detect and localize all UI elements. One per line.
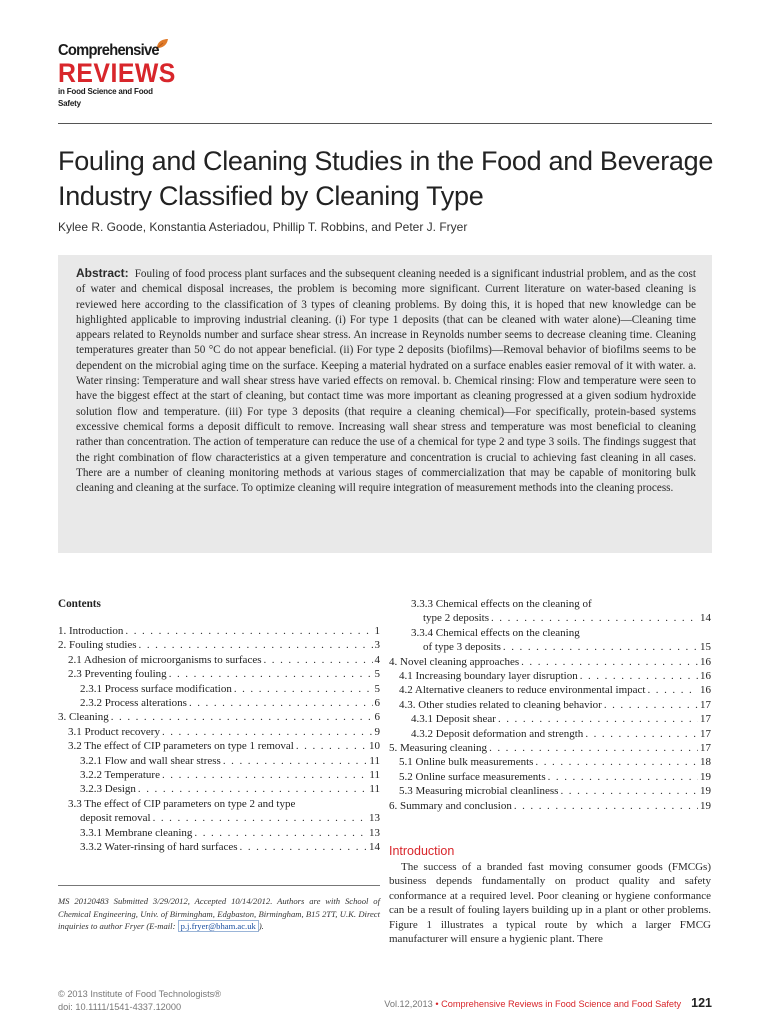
header-rule [58, 123, 712, 124]
toc-entry-page: 19 [700, 799, 711, 812]
footer-bullet: • [435, 999, 439, 1009]
toc-leader-dots [489, 741, 698, 755]
abstract-text: Fouling of food process plant surfaces and the subsequent cleaning needed is a significant industrial problem, and as the cost of water and chemical disposal increases, the problem is becoming more significant. Current literature on water-based cleaning is reviewed here according to the classification of 3 types of cleaning problems. By doing this, it is hoped that new knowledge can be highlighted applicable to improving industrial cleaning. (i) For type 1 deposits (that can be cleaned with water alone)—Cleaning time appears related to Reynolds number and surface shear stress. An increase in Reynolds number seems to decrease cleaning time. Cleaning temperatures greater than 50 °C do not appear beneficial. (ii) For type 2 deposits (biofilms)—Removal behavior of biofilms seems to be dependent on the microbial aging time on the surface. Keeping a material hydrated on a surface enables easier removal of it with water. a. Water rinsing: Temperature and wall shear stress have varied effects on removal. b. Chemical rinsing: Flow and temperature were seen to have the biggest effect at the start of cleaning, but contact time was more important as cleaning progressed at a given sodium hydroxide solution flow and temperature. (iii) For type 3 deposits (that require a cleaning chemical)—For specifically, protein-based systems excessive chemical forms a deposit difficult to remove. Increasing wall shear stress and temperature was most beneficial to cleaning rather than concentration. The action of temperature can reduce the use of a chemical for type 2 and type 3 soils. The findings suggest that the right combination of flow characteristics at a given temperature and concentration is crucial to achieving fast cleaning in all cases. There are a number of cleaning monitoring methods at various stages of commercialization that may be capable of monitoring bulk cleaning and cleaning at the surface. To optimize cleaning will require integration of measurement methods into the cleaning process. [76, 268, 696, 495]
toc-entry[interactable] [389, 669, 711, 683]
toc-entry[interactable] [58, 682, 380, 696]
toc-entry-page: 4 [374, 653, 380, 666]
footer-journal: Comprehensive Reviews in Food Science and Food Safety [441, 999, 682, 1009]
journal-logo [58, 42, 176, 110]
toc-entry-page: 16 [700, 684, 711, 697]
footnote [58, 895, 380, 933]
toc-entry[interactable] [58, 739, 380, 753]
toc-entry[interactable] [58, 710, 380, 724]
toc-entry[interactable] [389, 698, 711, 712]
toc-entry-title: 3.2.3 Design [80, 783, 136, 796]
toc-leader-dots [162, 768, 367, 782]
toc-entry-title: 3.3.2 Water-rinsing of hard surfaces [80, 841, 238, 854]
copyright-text: © 2013 Institute of Food Technologists® [58, 989, 222, 999]
doi-text: doi: 10.1111/1541-4337.12000 [58, 1002, 182, 1012]
toc-entry-title: 4.3.1 Deposit shear [411, 713, 496, 726]
toc-entry-page: 19 [700, 785, 711, 798]
toc-entry[interactable] [389, 640, 711, 654]
toc-entry[interactable] [389, 655, 711, 669]
toc-entry[interactable] [389, 683, 711, 697]
toc-entry-title: 3.2.2 Temperature [80, 769, 160, 782]
toc-right-column [389, 597, 711, 813]
toc-entry-page: 17 [700, 698, 711, 711]
toc-entry-title: 3.3.4 Chemical effects on the cleaning [411, 626, 580, 639]
toc-leader-dots [264, 653, 373, 667]
toc-entry-title: 4.2 Alternative cleaners to reduce environmental impact [399, 684, 646, 697]
toc-entry-page: 11 [369, 754, 380, 767]
toc-entry-title: 2.3.2 Process alterations [80, 697, 187, 710]
toc-entry-page: 16 [700, 670, 711, 683]
toc-entry-title: 1. Introduction [58, 625, 124, 637]
toc-entry-title: 4.1 Increasing boundary layer disruption [399, 670, 578, 683]
toc-leader-dots [503, 640, 698, 654]
toc-entry-title: of type 3 deposits [423, 641, 501, 654]
toc-entry[interactable] [389, 755, 711, 769]
toc-entry-title: 5.1 Online bulk measurements [399, 756, 534, 769]
abstract [76, 266, 696, 496]
toc-entry-title: 4. Novel cleaning approaches [389, 655, 520, 668]
toc-entry[interactable] [58, 826, 380, 840]
toc-entry[interactable] [389, 741, 711, 755]
toc-entry-page: 13 [369, 812, 380, 825]
toc-entry-title: deposit removal [80, 812, 151, 825]
toc-entry[interactable] [389, 597, 711, 611]
toc-entry[interactable] [58, 667, 380, 681]
toc-leader-dots [162, 725, 373, 739]
toc-entry-title: 3.3.3 Chemical effects on the cleaning of [411, 598, 592, 610]
toc-entry-title: 3.2 The effect of CIP parameters on type 1 removal [68, 740, 294, 753]
toc-entry-title: 3. Cleaning [58, 711, 109, 724]
logo-line-1: Comprehensive [58, 42, 159, 59]
toc-entry-page: 11 [369, 783, 380, 796]
toc-leader-dots [234, 682, 373, 696]
page-number: 121 [691, 996, 712, 1010]
introduction-heading: Introduction [389, 844, 455, 858]
article-authors: Kylee R. Goode, Konstantia Asteriadou, Phillip T. Robbins, and Peter J. Fryer [58, 220, 468, 234]
copyright-block [58, 988, 221, 1014]
toc-entry[interactable] [58, 768, 380, 782]
toc-leader-dots [535, 755, 698, 769]
toc-entry[interactable] [58, 811, 380, 825]
toc-entry-page: 14 [369, 841, 380, 854]
toc-leader-dots [648, 683, 699, 697]
introduction-body [389, 860, 711, 946]
toc-entry-title: 2.3.1 Process surface modification [80, 682, 232, 695]
toc-entry-page: 6 [374, 697, 380, 710]
toc-leader-dots [514, 799, 698, 813]
toc-entry[interactable] [389, 727, 711, 741]
toc-entry[interactable] [58, 696, 380, 710]
toc-entry-title: 2.1 Adhesion of microorganisms to surfaces [68, 653, 262, 666]
toc-leader-dots [189, 696, 373, 710]
toc-leader-dots [548, 770, 698, 784]
toc-entry[interactable] [58, 725, 380, 739]
toc-left-column [58, 624, 380, 855]
toc-leader-dots [585, 727, 698, 741]
toc-entry-title: 3.3.1 Membrane cleaning [80, 826, 193, 839]
toc-leader-dots [521, 655, 698, 669]
toc-entry-page: 6 [374, 711, 380, 724]
toc-entry-page: 11 [369, 769, 380, 782]
article-title: Fouling and Cleaning Studies in the Food and Beverage Industry Classified by Cleaning Type [58, 146, 714, 211]
toc-entry-page: 10 [369, 740, 380, 753]
toc-entry-page: 14 [700, 612, 711, 625]
footnote-rule [58, 885, 380, 886]
toc-entry-title: 4.3. Other studies related to cleaning behavior [399, 698, 602, 711]
toc-leader-dots [240, 840, 367, 854]
toc-entry-page: 13 [369, 826, 380, 839]
toc-entry[interactable] [389, 712, 711, 726]
toc-leader-dots [194, 826, 367, 840]
toc-entry-page: 3 [374, 639, 380, 652]
toc-leader-dots [153, 811, 367, 825]
logo-line-3: in Food Science and Food Safety [58, 87, 153, 108]
toc-entry-title: 5. Measuring cleaning [389, 742, 488, 755]
author-email-link[interactable]: p.j.fryer@bham.ac.uk [178, 920, 259, 932]
toc-entry-title: 6. Summary and conclusion [389, 799, 512, 812]
toc-entry-title: 5.3 Measuring microbial cleanliness [399, 785, 559, 798]
toc-entry[interactable] [58, 754, 380, 768]
toc-entry[interactable] [389, 770, 711, 784]
toc-leader-dots [296, 739, 367, 753]
toc-entry-title: 4.3.2 Deposit deformation and strength [411, 727, 584, 740]
toc-entry-page: 15 [700, 641, 711, 654]
toc-entry-page: 17 [700, 742, 711, 755]
toc-entry[interactable] [58, 653, 380, 667]
contents-heading: Contents [58, 598, 101, 610]
toc-entry[interactable] [58, 840, 380, 854]
toc-leader-dots [169, 667, 373, 681]
toc-leader-dots [139, 638, 373, 652]
toc-entry-title: 3.1 Product recovery [68, 725, 160, 738]
toc-leader-dots [498, 712, 698, 726]
toc-leader-dots [604, 698, 698, 712]
toc-entry[interactable] [389, 626, 711, 640]
toc-entry[interactable] [389, 611, 711, 625]
toc-entry[interactable] [58, 638, 380, 652]
toc-leader-dots [491, 611, 698, 625]
toc-entry[interactable] [58, 797, 380, 811]
toc-entry-title: 3.3 The effect of CIP parameters on type 2 and type [68, 797, 296, 810]
toc-entry-page: 1 [374, 625, 380, 637]
toc-entry-page: 17 [700, 713, 711, 726]
toc-entry-page: 18 [700, 756, 711, 769]
toc-entry-title: type 2 deposits [423, 612, 489, 625]
toc-leader-dots [125, 624, 372, 638]
toc-entry[interactable] [389, 799, 711, 813]
toc-leader-dots [223, 754, 368, 768]
toc-entry[interactable] [389, 784, 711, 798]
toc-leader-dots [111, 710, 373, 724]
toc-entry-title: 5.2 Online surface measurements [399, 770, 546, 783]
toc-leader-dots [138, 782, 367, 796]
footnote-end: ). [258, 921, 264, 932]
footer-volume: Vol.12,2013 [384, 999, 433, 1009]
toc-entry-page: 9 [374, 725, 380, 738]
introduction-paragraph: The success of a branded fast moving consumer goods (FMCGs) business depends fundamentally on product quality and safety conformance at a required level. Poor cleaning or hygiene conformance can be a result of fouling layers building up in a plant or other problems. Figure 1 illustrates a typical route by which a larger FMCG manufacturer will ensure a hygienic plant. There [389, 861, 711, 946]
footnote-text: MS 20120483 Submitted 3/29/2012, Accepted 10/14/2012. Authors are with School of Chemical Engineering, Univ. of Birmingham, Edgbaston, Birmingham, B15 2TT, U.K. Direct inquiries to author Fryer (E-mail: [58, 896, 380, 932]
toc-entry-page: 5 [374, 668, 380, 681]
toc-entry[interactable] [58, 624, 380, 638]
abstract-label: Abstract: [76, 266, 129, 280]
logo-line-2: REVIEWS [58, 58, 176, 88]
toc-entry-page: 17 [700, 727, 711, 740]
toc-entry-page: 19 [700, 770, 711, 783]
toc-leader-dots [560, 784, 698, 798]
toc-leader-dots [580, 669, 698, 683]
page-footer [380, 996, 712, 1010]
toc-entry-title: 3.2.1 Flow and wall shear stress [80, 754, 221, 767]
toc-entry-title: 2.3 Preventing fouling [68, 668, 167, 681]
toc-entry-title: 2. Fouling studies [58, 639, 137, 652]
toc-entry[interactable] [58, 782, 380, 796]
toc-entry-page: 5 [374, 682, 380, 695]
toc-entry-page: 16 [700, 655, 711, 668]
